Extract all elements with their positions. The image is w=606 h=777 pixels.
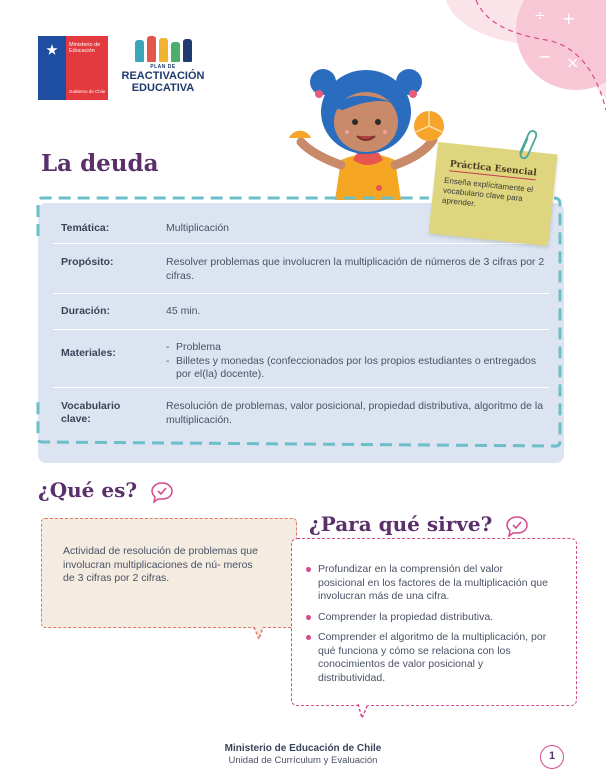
footer	[0, 743, 606, 766]
info-row-duracion	[53, 294, 549, 330]
proposito-label: Propósito:	[61, 256, 114, 268]
que-es-heading	[38, 478, 174, 503]
que-es-text: Actividad de resolución de problemas que involucran multiplicaciones de nú- meros de 3 cifras por 2 cifras.	[63, 545, 258, 584]
para-que-sirve-list	[305, 563, 550, 692]
materiales-item-text: Problema	[176, 341, 221, 353]
list-item: Profundizar en la comprensión del valor posicional en los factores de la multiplicación que involucran más de una cifra.	[305, 563, 550, 604]
check-bubble-icon	[150, 481, 174, 503]
duracion-label: Duración:	[61, 305, 111, 317]
plan-reactivacion-logo	[118, 36, 208, 104]
info-table	[53, 212, 549, 440]
para-que-sirve-heading	[309, 512, 529, 537]
logo-gov-text: Gobierno de Chile	[69, 89, 106, 94]
que-es-box-tail	[252, 627, 266, 641]
materiales-list	[166, 341, 549, 387]
svg-text:+: +	[562, 9, 576, 28]
materiales-item-text: Billetes y monedas (confeccionados por los propios estudiantes o entregados por el(la) docente).	[176, 354, 537, 380]
vocabulario-label	[61, 400, 166, 440]
para-que-sirve-heading-text: ¿Para qué sirve?	[309, 512, 493, 536]
que-es-heading-text: ¿Qué es?	[38, 478, 138, 502]
page-title: La deuda	[41, 150, 159, 177]
page-number: 1	[540, 745, 564, 769]
check-bubble-icon	[505, 515, 529, 537]
svg-text:−: −	[538, 47, 552, 66]
info-row-materiales	[53, 330, 549, 388]
para-que-sirve-box-tail	[356, 704, 370, 720]
vocabulario-label-line2: clave:	[61, 413, 91, 425]
hands-icon	[118, 36, 208, 62]
logo-ministry-line1: Ministerio de	[69, 42, 101, 48]
girl-illustration	[283, 60, 453, 200]
logo-red-block	[66, 36, 108, 100]
list-item: Comprender el algoritmo de la multiplicación, por qué funciona y cómo se relaciona con los conocimientos de valor posicional y distributividad.	[305, 631, 550, 685]
star-icon	[46, 44, 58, 56]
proposito-value: Resolver problemas que involucren la multiplicación de números de 3 cifras por 2 cifras.	[166, 256, 545, 282]
tematica-label: Temática:	[61, 222, 110, 234]
vocabulario-label-line1: Vocabulario	[61, 400, 121, 412]
sticky-note-title: Práctica Esencial	[449, 159, 538, 179]
duracion-value: 45 min.	[166, 305, 201, 317]
materiales-item: - Problema	[166, 341, 221, 353]
plan-sub-text: PLAN DE	[150, 64, 176, 70]
sticky-note	[429, 142, 558, 246]
ministry-logo	[38, 36, 108, 100]
logo-blue-block	[38, 36, 66, 100]
footer-unit: Unidad de Currículum y Evaluación	[228, 755, 378, 766]
plan-title-line2: EDUCATIVA	[131, 82, 195, 94]
materiales-item: - Billetes y monedas (confeccionados por los propios estudiantes o entregados por el(la) docente).	[166, 355, 549, 382]
info-row-vocabulario	[53, 388, 549, 440]
footer-ministry: Ministerio de Educación de Chile	[224, 743, 382, 754]
info-row-proposito	[53, 244, 549, 294]
logo-ministry-line2: Educación	[69, 48, 95, 54]
list-item: Comprender la propiedad distributiva.	[305, 611, 550, 625]
vocabulario-value: Resolución de problemas, valor posicional, propiedad distributiva, algoritmo de la multiplicación.	[166, 400, 544, 426]
svg-text:×: ×	[566, 53, 580, 72]
plan-title-line1: REACTIVACIÓN	[121, 70, 205, 82]
materiales-label: Materiales:	[61, 347, 116, 359]
svg-text:÷: ÷	[534, 8, 546, 24]
tematica-value: Multiplicación	[166, 222, 230, 234]
sticky-note-body: Enseña explícitamente el vocabulario clave para aprender.	[441, 175, 534, 209]
